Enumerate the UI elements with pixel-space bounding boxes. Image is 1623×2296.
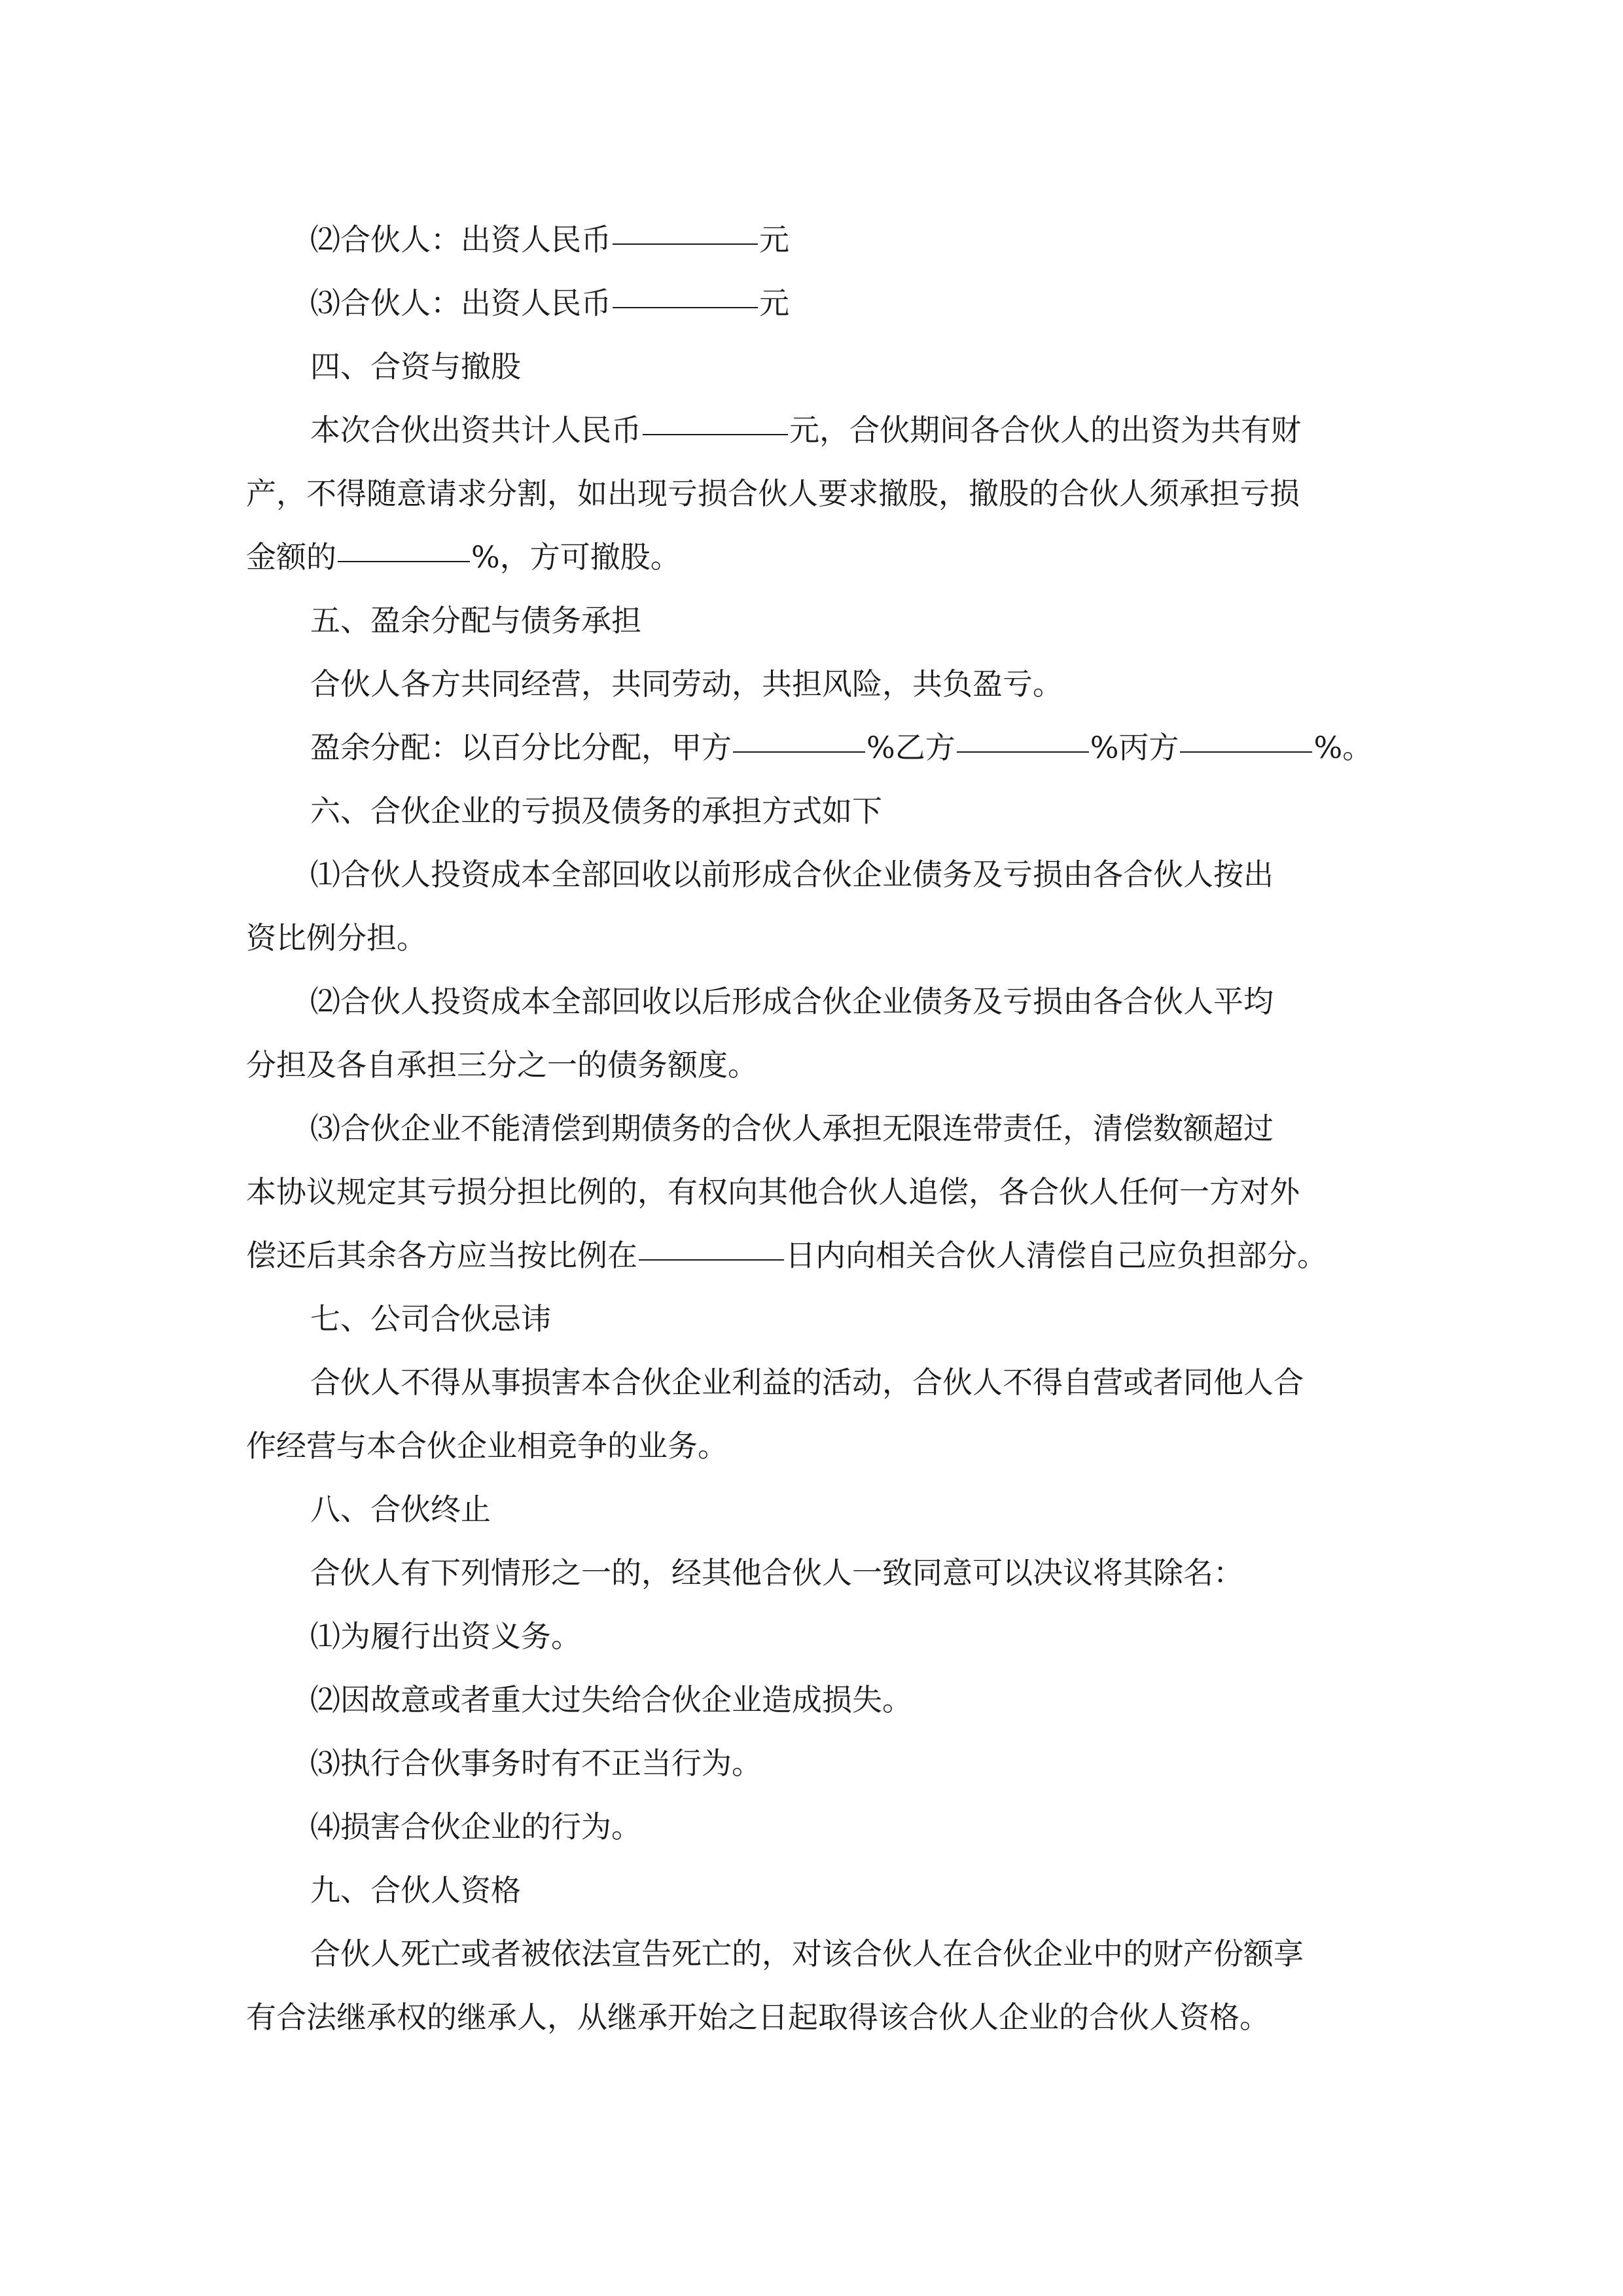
list-item: ⑶执行合伙事务时有不正当行为。 [310,1746,762,1781]
paragraph-line: 合伙人各方共同经营，共同劳动，共担风险，共负盈亏。 [310,666,1063,702]
amount-blank[interactable] [613,268,758,308]
text-run: 本次合伙出资共计人民币 [310,412,641,448]
paragraph-line: 合伙人有下列情形之一的，经其他合伙人一致同意可以决议将其除名： [310,1555,1243,1590]
amount-blank[interactable] [643,395,788,435]
text-run: ⑶合伙人：出资人民币 [310,285,611,321]
partner-3-line [246,272,1378,335]
paragraph-line: 产，不得随意请求分割，如出现亏损合伙人要求撤股，撤股的合伙人须承担亏损 [246,476,1300,511]
amount-blank[interactable] [613,204,758,245]
text-run: 偿还后其余各方应当按比例在 [246,1238,637,1273]
section-heading-8: 八、合伙终止 [310,1492,491,1527]
profit-split-line [246,716,1378,780]
text-run: 盈余分配：以百分比分配，甲方 [310,730,732,765]
text-run: 金额的 [246,539,336,575]
section-heading-4: 四、合资与撤股 [310,349,521,384]
paragraph-line: ⑵合伙人投资成本全部回收以后形成合伙企业债务及亏损由各合伙人平均 [310,984,1274,1019]
percent-blank[interactable] [338,522,470,562]
section-heading-5: 五、盈余分配与债务承担 [310,603,641,638]
section-heading-6: 六、合伙企业的亏损及债务的承担方式如下 [310,793,882,829]
paragraph-line [246,526,1378,589]
document-body [246,208,1378,2049]
section-heading-7: 七、公司合伙忌讳 [310,1301,551,1336]
paragraph-line: 合伙人不得从事损害本合伙企业利益的活动，合伙人不得自营或者同他人合 [310,1365,1304,1400]
text-run: %，方可撤股。 [471,539,681,575]
paragraph-line: ⑶合伙企业不能清偿到期债务的合伙人承担无限连带责任，清偿数额超过 [310,1111,1274,1146]
text-run: 元 [759,222,789,257]
paragraph-line: 分担及各自承担三分之一的债务额度。 [246,1047,758,1083]
paragraph-line: 合伙人死亡或者被依法宣告死亡的，对该合伙人在合伙企业中的财产份额享 [310,1936,1304,1971]
paragraph-line: 本协议规定其亏损分担比例的，有权向其他合伙人追偿，各合伙人任何一方对外 [246,1174,1300,1210]
text-run: 元 [759,285,789,321]
list-item: ⑴为履行出资义务。 [310,1619,581,1654]
paragraph-line [246,1224,1378,1287]
paragraph-line: 资比例分担。 [246,920,427,956]
list-item: ⑵因故意或者重大过失给合伙企业造成损失。 [310,1682,912,1717]
days-blank[interactable] [639,1220,784,1261]
paragraph-line: 有合法继承权的继承人，从继承开始之日起取得该合伙人企业的合伙人资格。 [246,2000,1270,2035]
text-run: ⑵合伙人：出资人民币 [310,222,611,257]
percent-blank-b[interactable] [957,712,1089,753]
percent-blank-a[interactable] [733,712,865,753]
text-run: %乙方 [866,730,955,765]
text-run: 日内向相关合伙人清偿自己应负担部分。 [785,1238,1327,1273]
partner-2-line [246,208,1378,272]
paragraph-line: 作经营与本合伙企业相竞争的业务。 [246,1428,728,1463]
section-heading-9: 九、合伙人资格 [310,1873,521,1908]
text-run: 元，合伙期间各合伙人的出资为共有财 [789,412,1301,448]
text-run: %。 [1313,730,1373,765]
percent-blank-c[interactable] [1180,712,1312,753]
paragraph-line [246,399,1378,462]
list-item: ⑷损害合伙企业的行为。 [310,1809,641,1844]
text-run: %丙方 [1090,730,1179,765]
paragraph-line: ⑴合伙人投资成本全部回收以前形成合伙企业债务及亏损由各合伙人按出 [310,857,1274,892]
